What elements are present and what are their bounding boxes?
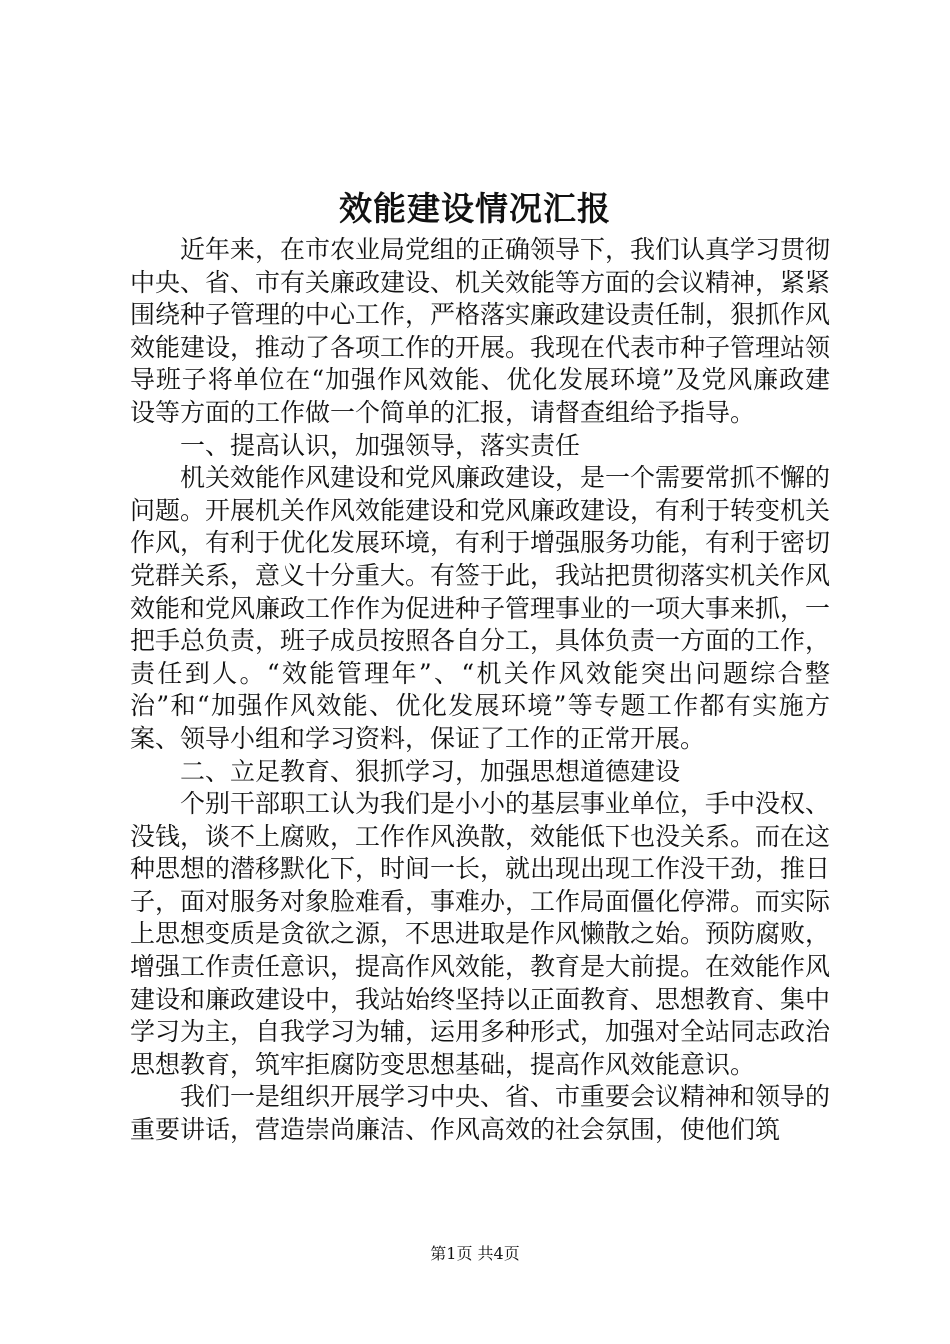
document-body xyxy=(130,234,830,1147)
paragraph-section-2-continued: 我们一是组织开展学习中央、省、市重要会议精神和领导的重要讲话，营造崇尚廉洁、作风高效的社会氛围，使他们筑 xyxy=(130,1082,831,1145)
document-title: 效能建设情况汇报 xyxy=(339,189,611,228)
section-heading-2: 二、立足教育、狠抓学习，加强思想道德建设 xyxy=(180,756,681,786)
paragraph-intro: 近年来，在市农业局党组的正确领导下，我们认真学习贯彻中央、省、市有关廉政建设、机关效能等方面的会议精神，紧紧围绕种子管理的中心工作，严格落实廉政建设责任制，狠抓作风效能建设，推动了各项工作的开展。我现在代表市种子管理站领导班子将单位在“加强作风效能、优化发展环境”及党风廉政建设等方面的工作做一个简单的汇报，请督查组给予指导。 xyxy=(130,235,831,427)
paragraph-section-1: 机关效能作风建设和党风廉政建设，是一个需要常抓不懈的问题。开展机关作风效能建设和党风廉政建设，有利于转变机关作风，有利于优化发展环境，有利于增强服务功能，有利于密切党群关系，意义十分重大。有签于此，我站把贯彻落实机关作风效能和党风廉政工作作为促进种子管理事业的一项大事来抓，一把手总负责，班子成员按照各自分工，具体负责一方面的工作，责任到人。“效能管理年”、“机关作风效能突出问题综合整治”和“加强作风效能、优化发展环境”等专题工作都有实施方案、领导小组和学习资料，保证了工作的正常开展。 xyxy=(130,463,831,753)
section-heading-1: 一、提高认识，加强领导，落实责任 xyxy=(180,430,581,460)
paragraph-section-2: 个别干部职工认为我们是小小的基层事业单位，手中没权、没钱，谈不上腐败，工作作风涣散，效能低下也没关系。而在这种思想的潜移默化下，时间一长，就出现出现工作没干劲，推日子，面对服务对象脸难看，事难办，工作局面僵化停滞。而实际上思想变质是贪欲之源，不思进取是作风懒散之始。预防腐败，增强工作责任意识，提高作风效能，教育是大前提。在效能作风建设和廉政建设中，我站始终坚持以正面教育、思想教育、集中学习为主，自我学习为辅，运用多种形式，加强对全站同志政治思想教育，筑牢拒腐防变思想基础，提高作风效能意识。 xyxy=(130,789,831,1079)
page-number-footer: 第1页 共4页 xyxy=(430,1244,520,1263)
